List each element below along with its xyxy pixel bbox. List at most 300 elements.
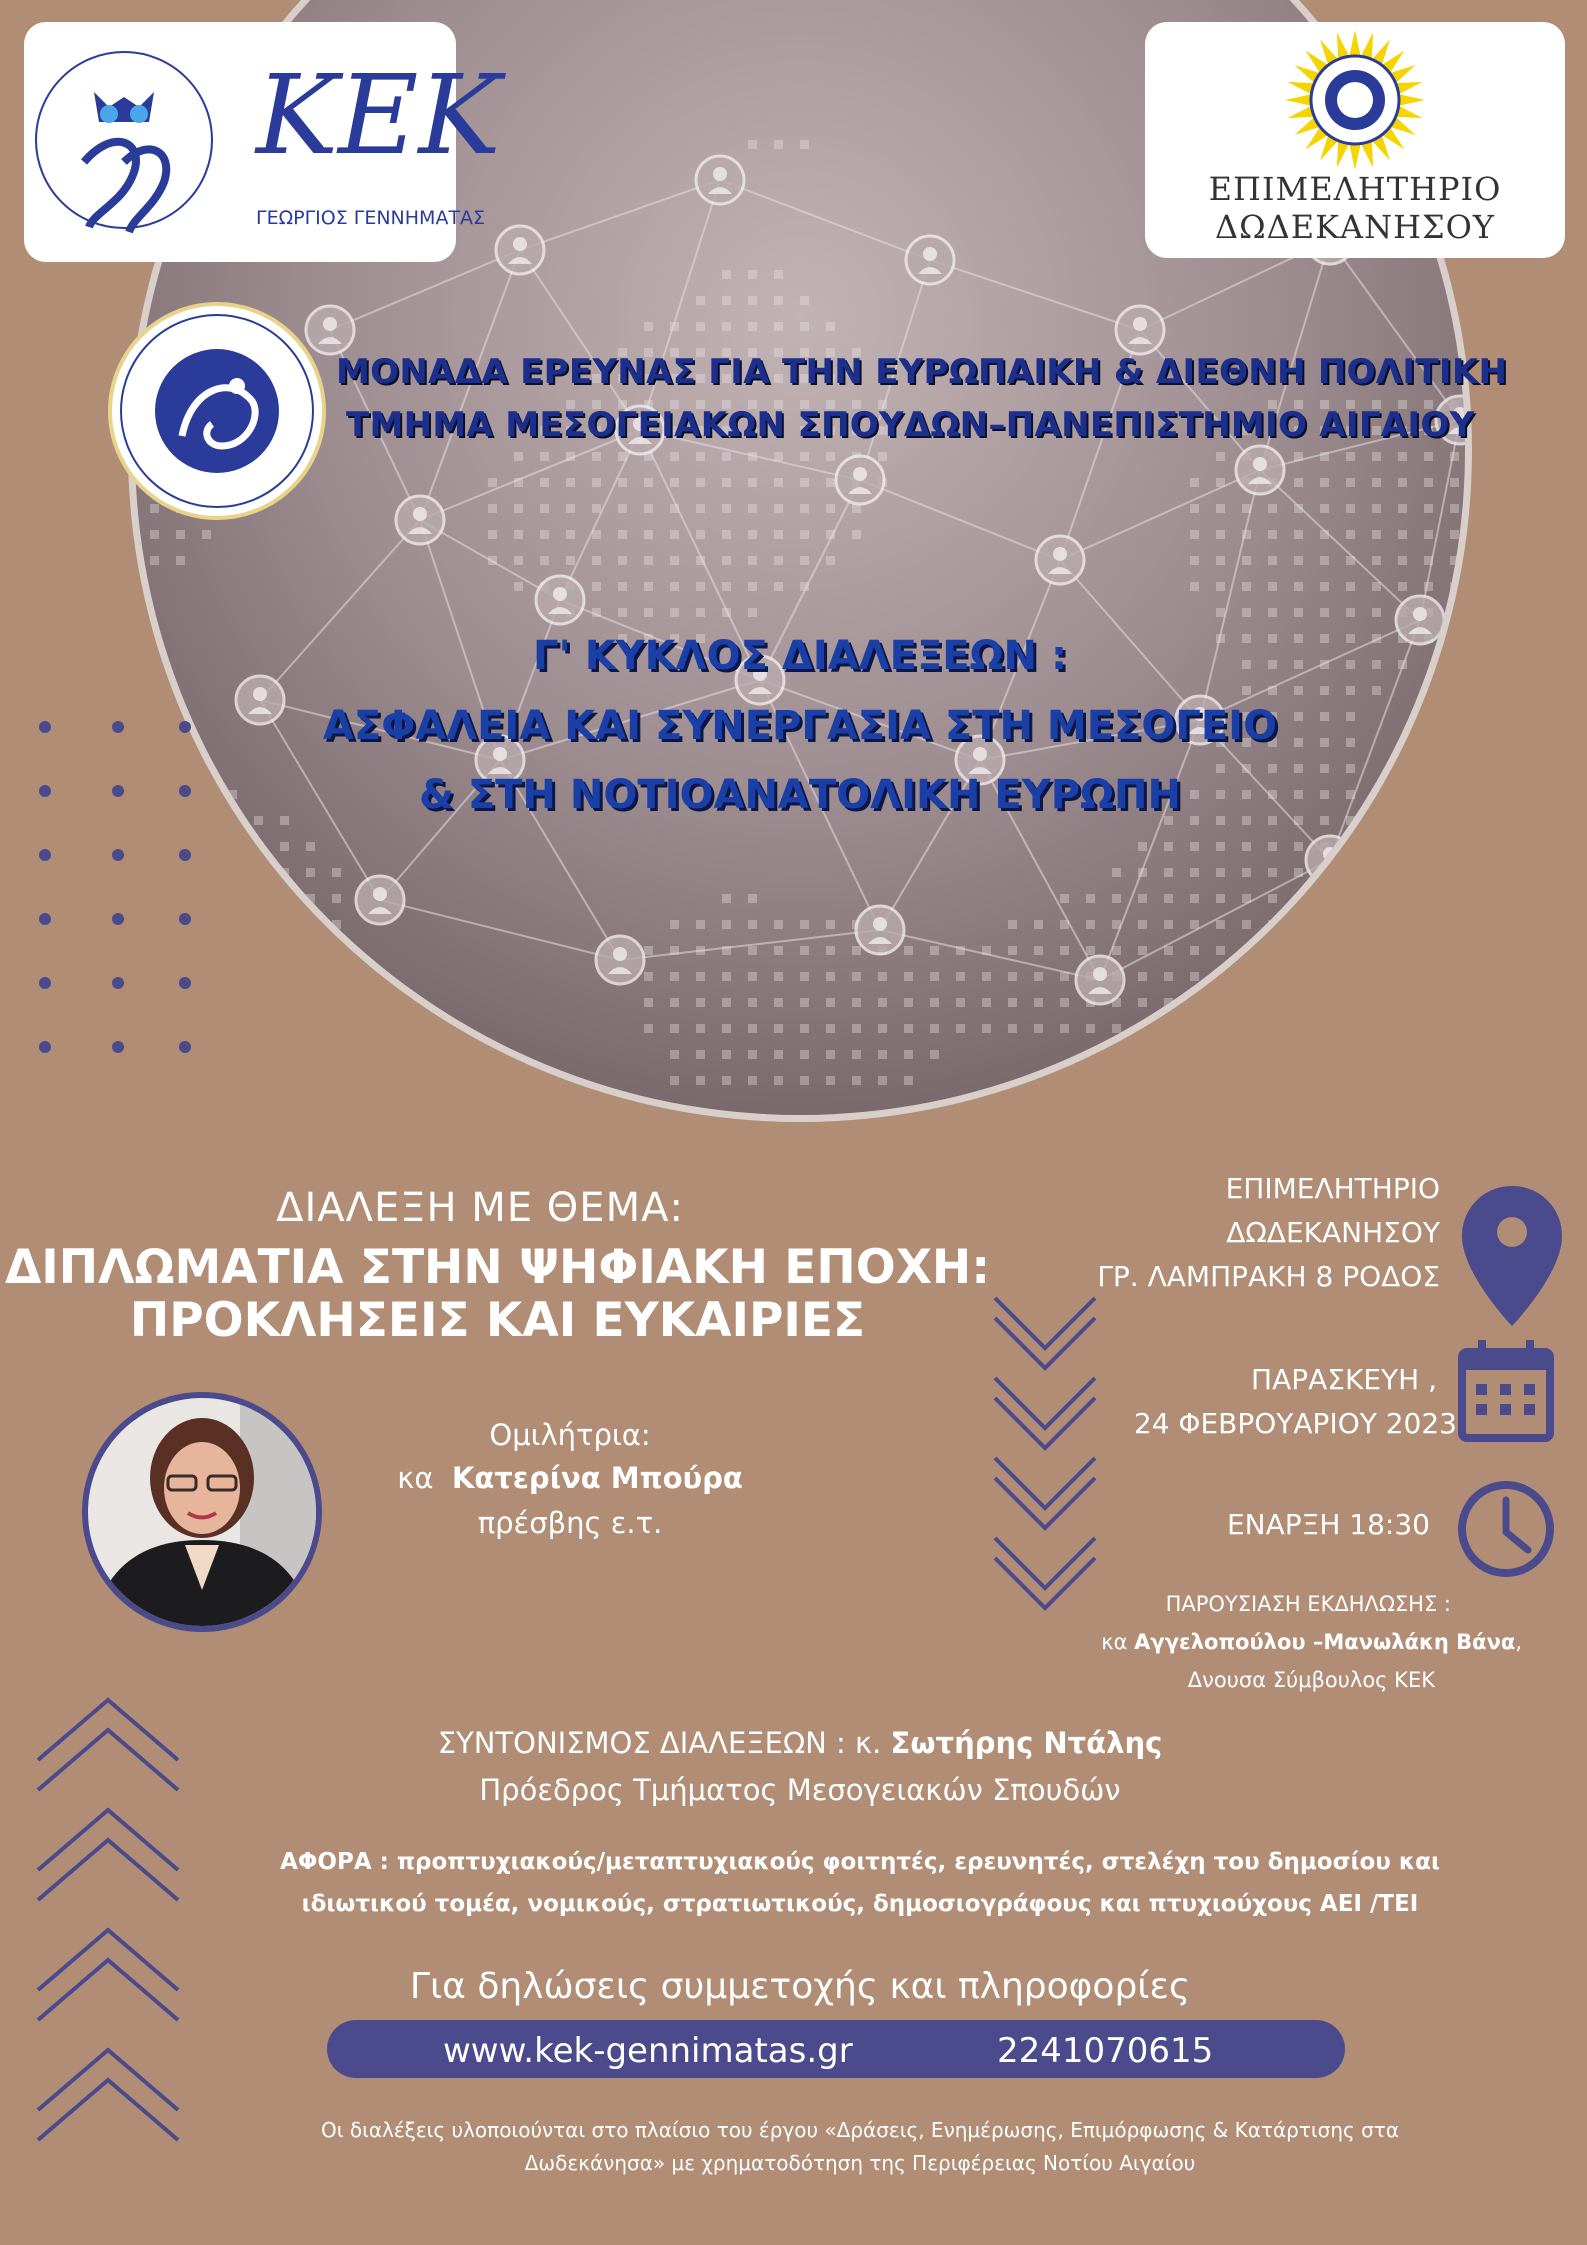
user-node-icon	[856, 906, 904, 954]
map-dot	[1008, 946, 1017, 955]
user-node-icon	[596, 936, 644, 984]
decorative-dot	[179, 913, 191, 925]
map-dot	[254, 1076, 263, 1085]
chamber-logo-line2: ΔΩΔΕΚΑΝΗΣΟΥ	[1214, 208, 1495, 246]
map-dot	[1190, 998, 1199, 1007]
map-dot	[592, 478, 601, 487]
map-dot	[722, 946, 731, 955]
map-dot	[1346, 1024, 1355, 1033]
map-dot	[202, 894, 211, 903]
decorative-dot	[179, 785, 191, 797]
map-dot	[774, 270, 783, 279]
map-dot	[150, 530, 159, 539]
map-dot	[1268, 556, 1277, 565]
map-dot	[150, 920, 159, 929]
map-dot	[696, 322, 705, 331]
map-dot	[670, 452, 679, 461]
sun-ray	[1349, 144, 1360, 170]
map-dot	[1060, 946, 1069, 955]
map-dot	[1320, 946, 1329, 955]
map-dot	[1372, 556, 1381, 565]
map-dot	[1138, 894, 1147, 903]
map-dot	[1320, 686, 1329, 695]
map-dot	[1346, 998, 1355, 1007]
map-dot	[1242, 504, 1251, 513]
map-dot	[1242, 686, 1251, 695]
map-dot	[670, 556, 679, 565]
decorative-dot	[179, 977, 191, 989]
map-dot	[696, 296, 705, 305]
map-dot	[748, 946, 757, 955]
map-dot	[1008, 1024, 1017, 1033]
unit-line-2: ΤΜΗΜΑ ΜΕΣΟΓΕΙΑΚΩΝ ΣΠΟΥΔΩΝ–ΠΑΝΕΠΙΣΤΗΜΙΟ ΑΙΓΑΙΟΥ	[346, 405, 1475, 445]
map-dot	[280, 894, 289, 903]
map-dot	[618, 452, 627, 461]
map-dot	[1190, 946, 1199, 955]
user-node-icon	[906, 236, 954, 284]
registration-heading: Για δηλώσεις συμμετοχής και πληροφορίες	[409, 1966, 1191, 2007]
map-dot	[670, 582, 679, 591]
map-dot	[150, 972, 159, 981]
map-dot	[228, 946, 237, 955]
map-dot	[202, 530, 211, 539]
map-dot	[228, 920, 237, 929]
map-dot	[514, 504, 523, 513]
map-dot	[150, 894, 159, 903]
map-dot	[1190, 842, 1199, 851]
coordination-line	[300, 1726, 1300, 1760]
map-dot	[826, 1024, 835, 1033]
map-dot	[800, 296, 809, 305]
map-dot	[878, 1024, 887, 1033]
user-node-icon	[696, 156, 744, 204]
map-dot	[722, 972, 731, 981]
map-dot	[852, 1050, 861, 1059]
map-dot	[332, 868, 341, 877]
map-dot	[1398, 478, 1407, 487]
map-dot	[592, 556, 601, 565]
map-dot	[150, 946, 159, 955]
map-dot	[982, 972, 991, 981]
coordination-role: Πρόεδρος Τμήματος Μεσογειακών Σπουδών	[479, 1773, 1121, 1807]
speaker-name: Κατερίνα Μπούρα	[451, 1461, 743, 1495]
map-dot	[618, 608, 627, 617]
map-dot	[488, 504, 497, 513]
map-dot	[514, 452, 523, 461]
map-dot	[1372, 478, 1381, 487]
map-dot	[1242, 894, 1251, 903]
map-dot	[722, 998, 731, 1007]
map-dot	[1112, 1050, 1121, 1059]
map-dot	[1294, 608, 1303, 617]
map-dot	[1190, 1024, 1199, 1033]
map-dot	[722, 322, 731, 331]
map-dot	[1398, 920, 1407, 929]
map-dot	[1190, 556, 1199, 565]
map-dot	[696, 504, 705, 513]
map-dot	[956, 972, 965, 981]
map-dot	[1346, 868, 1355, 877]
map-dot	[1424, 504, 1433, 513]
map-dot	[254, 868, 263, 877]
decorative-dot	[112, 785, 124, 797]
map-dot	[852, 530, 861, 539]
map-dot	[722, 1076, 731, 1085]
map-dot	[1216, 998, 1225, 1007]
map-dot	[826, 946, 835, 955]
map-dot	[1294, 504, 1303, 513]
map-dot	[1268, 530, 1277, 539]
presentation-name-line	[1101, 1630, 1522, 1654]
map-dot	[644, 608, 653, 617]
map-dot	[540, 504, 549, 513]
up-chevrons-decoration	[38, 1700, 178, 2140]
map-dot	[1086, 894, 1095, 903]
map-dot	[696, 998, 705, 1007]
map-dot	[722, 556, 731, 565]
map-dot	[150, 998, 159, 1007]
map-dot	[904, 1024, 913, 1033]
map-dot	[774, 530, 783, 539]
map-dot	[748, 608, 757, 617]
map-dot	[176, 946, 185, 955]
map-dot	[1294, 582, 1303, 591]
map-dot	[1320, 1024, 1329, 1033]
map-dot	[306, 868, 315, 877]
map-dot	[1268, 868, 1277, 877]
map-dot	[202, 998, 211, 1007]
map-dot	[1138, 972, 1147, 981]
venue-line-1: ΕΠΙΜΕΛΗΤΗΡΙΟ	[1225, 1172, 1440, 1205]
user-node-icon	[1076, 956, 1124, 1004]
map-dot	[1320, 504, 1329, 513]
map-dot	[878, 1076, 887, 1085]
map-dot	[1242, 608, 1251, 617]
map-dot	[1112, 1024, 1121, 1033]
map-dot	[280, 972, 289, 981]
map-dot	[1034, 1024, 1043, 1033]
map-dot	[644, 530, 653, 539]
start-time: ΕΝΑΡΞΗ 18:30	[1226, 1508, 1430, 1541]
map-dot	[696, 1024, 705, 1033]
map-dot	[930, 972, 939, 981]
map-dot	[1372, 686, 1381, 695]
unit-line-1: ΜΟΝΑΔΑ ΕΡΕΥΝΑΣ ΓΙΑ ΤΗΝ ΕΥΡΩΠΑΙΚΗ & ΔΙΕΘΝΗ ΠΟΛΙΤΙΚΗ	[336, 352, 1508, 392]
map-dot	[1138, 868, 1147, 877]
map-dot	[748, 582, 757, 591]
map-dot	[1372, 946, 1381, 955]
user-node-icon	[356, 876, 404, 924]
map-dot	[670, 946, 679, 955]
map-dot	[1242, 530, 1251, 539]
map-dot	[800, 972, 809, 981]
map-dot	[800, 1050, 809, 1059]
decorative-dot	[112, 977, 124, 989]
map-dot	[800, 998, 809, 1007]
map-dot	[878, 998, 887, 1007]
user-node-icon	[396, 496, 444, 544]
map-dot	[1372, 608, 1381, 617]
map-dot	[722, 478, 731, 487]
map-dot	[306, 946, 315, 955]
map-dot	[722, 530, 731, 539]
map-dot	[956, 1024, 965, 1033]
presentation-role: Δνουσα Σύμβουλος ΚΕΚ	[1187, 1668, 1435, 1692]
map-dot	[930, 1024, 939, 1033]
map-dot	[826, 530, 835, 539]
map-dot	[228, 1050, 237, 1059]
map-dot	[1398, 556, 1407, 565]
map-dot	[1398, 452, 1407, 461]
map-dot	[332, 972, 341, 981]
map-dot	[1294, 868, 1303, 877]
map-dot	[202, 1050, 211, 1059]
map-dot	[1294, 920, 1303, 929]
map-dot	[1320, 478, 1329, 487]
map-dot	[1190, 478, 1199, 487]
calendar-icon	[1462, 1340, 1550, 1438]
map-dot	[1398, 946, 1407, 955]
map-dot	[748, 1076, 757, 1085]
map-dot	[488, 478, 497, 487]
speaker-prefix: κα	[397, 1461, 434, 1495]
map-dot	[1216, 530, 1225, 539]
decorative-dot	[112, 913, 124, 925]
map-dot	[748, 1050, 757, 1059]
map-dot	[1372, 998, 1381, 1007]
map-dot	[1242, 868, 1251, 877]
map-dot	[1320, 920, 1329, 929]
map-dot	[566, 556, 575, 565]
map-dot	[748, 504, 757, 513]
map-dot	[1320, 894, 1329, 903]
map-dot	[826, 322, 835, 331]
map-dot	[1450, 452, 1459, 461]
map-dot	[1450, 478, 1459, 487]
map-dot	[176, 1024, 185, 1033]
map-dot	[1242, 998, 1251, 1007]
map-dot	[202, 1024, 211, 1033]
map-dot	[254, 1050, 263, 1059]
map-dot	[722, 608, 731, 617]
sun-ray	[1349, 30, 1360, 56]
map-dot	[800, 556, 809, 565]
map-dot	[1086, 1024, 1095, 1033]
map-dot	[1268, 582, 1277, 591]
map-dot	[150, 1024, 159, 1033]
map-dot	[670, 608, 679, 617]
map-dot	[956, 998, 965, 1007]
map-dot	[1216, 1050, 1225, 1059]
map-dot	[1242, 1050, 1251, 1059]
map-dot	[1216, 582, 1225, 591]
map-dot	[1372, 452, 1381, 461]
map-dot	[1034, 972, 1043, 981]
map-dot	[1164, 894, 1173, 903]
map-dot	[774, 1050, 783, 1059]
map-dot	[592, 608, 601, 617]
map-dot	[254, 894, 263, 903]
map-dot	[1164, 1024, 1173, 1033]
map-dot	[1216, 946, 1225, 955]
map-dot	[826, 920, 835, 929]
map-dot	[514, 478, 523, 487]
map-dot	[566, 530, 575, 539]
map-dot	[1320, 582, 1329, 591]
map-dot	[748, 998, 757, 1007]
university-seal	[108, 302, 326, 520]
map-dot	[748, 556, 757, 565]
map-dot	[228, 972, 237, 981]
map-dot	[1320, 530, 1329, 539]
map-dot	[1320, 452, 1329, 461]
map-dot	[1242, 582, 1251, 591]
map-dot	[1242, 972, 1251, 981]
map-dot	[644, 556, 653, 565]
map-dot	[1320, 1050, 1329, 1059]
user-node-icon	[1036, 536, 1084, 584]
lecture-title-line-2: ΠΡΟΚΛΗΣΕΙΣ ΚΑΙ ΕΥΚΑΙΡΙΕΣ	[129, 1293, 866, 1348]
date-full: 24 ΦΕΒΡΟΥΑΡΙΟΥ 2023	[1133, 1407, 1457, 1440]
location-pin-icon	[1462, 1186, 1562, 1326]
map-dot	[696, 478, 705, 487]
map-dot	[1216, 478, 1225, 487]
map-dot	[1138, 842, 1147, 851]
map-dot	[254, 1024, 263, 1033]
map-dot	[540, 556, 549, 565]
map-dot	[306, 842, 315, 851]
map-dot	[1060, 1024, 1069, 1033]
map-dot	[1372, 868, 1381, 877]
map-dot	[878, 972, 887, 981]
map-dot	[696, 920, 705, 929]
map-dot	[670, 504, 679, 513]
map-dot	[774, 556, 783, 565]
lecture-label: ΔΙΑΛΕΞΗ ΜΕ ΘΕΜΑ:	[276, 1185, 684, 1231]
decorative-dot	[179, 721, 191, 733]
map-dot	[1060, 894, 1069, 903]
down-chevrons-decoration	[995, 1298, 1095, 1608]
kek-logo-box	[24, 22, 501, 262]
map-dot	[1216, 556, 1225, 565]
map-dot	[956, 946, 965, 955]
map-dot	[774, 582, 783, 591]
map-dot	[280, 946, 289, 955]
map-dot	[1372, 634, 1381, 643]
map-dot	[748, 140, 757, 149]
map-dot	[774, 998, 783, 1007]
venue-line-2: ΔΩΔΕΚΑΝΗΣΟΥ	[1226, 1216, 1440, 1249]
map-dot	[774, 478, 783, 487]
map-dot	[1346, 686, 1355, 695]
map-dot	[254, 946, 263, 955]
map-dot	[1242, 842, 1251, 851]
map-dot	[176, 1076, 185, 1085]
map-dot	[566, 478, 575, 487]
map-dot	[1138, 998, 1147, 1007]
map-dot	[826, 972, 835, 981]
registration-phone[interactable]: 2241070615	[997, 2031, 1214, 2071]
map-dot	[1060, 920, 1069, 929]
map-dot	[644, 972, 653, 981]
map-dot	[176, 530, 185, 539]
speaker-role: Ομιλήτρια:	[489, 1418, 651, 1452]
map-dot	[800, 478, 809, 487]
map-dot	[1268, 1024, 1277, 1033]
registration-website[interactable]: www.kek-gennimatas.gr	[443, 2031, 853, 2071]
map-dot	[1268, 608, 1277, 617]
map-dot	[800, 530, 809, 539]
map-dot	[852, 1024, 861, 1033]
map-dot	[982, 998, 991, 1007]
map-dot	[1320, 660, 1329, 669]
map-dot	[878, 1050, 887, 1059]
map-dot	[696, 1050, 705, 1059]
map-dot	[1346, 660, 1355, 669]
map-dot	[774, 946, 783, 955]
map-dot	[1320, 556, 1329, 565]
map-dot	[670, 998, 679, 1007]
map-dot	[1086, 946, 1095, 955]
map-dot	[228, 998, 237, 1007]
map-dot	[800, 140, 809, 149]
map-dot	[1398, 504, 1407, 513]
map-dot	[1008, 998, 1017, 1007]
map-dot	[1138, 920, 1147, 929]
map-dot	[722, 452, 731, 461]
map-dot	[150, 842, 159, 851]
map-dot	[644, 322, 653, 331]
map-dot	[1190, 582, 1199, 591]
map-dot	[930, 998, 939, 1007]
map-dot	[306, 1024, 315, 1033]
map-dot	[618, 556, 627, 565]
kek-logo-text: ΚΕΚ	[256, 51, 501, 179]
map-dot	[722, 582, 731, 591]
map-dot	[904, 1050, 913, 1059]
map-dot	[1190, 868, 1199, 877]
user-node-icon	[836, 456, 884, 504]
map-dot	[1320, 634, 1329, 643]
kek-logo-subtitle: ΓΕΩΡΓΙΟΣ ΓΕΝΝΗΜΑΤΑΣ	[256, 207, 486, 229]
decorative-dot	[112, 1041, 124, 1053]
map-dot	[826, 452, 835, 461]
map-dot	[280, 842, 289, 851]
decorative-dot	[39, 785, 51, 797]
map-dot	[904, 1076, 913, 1085]
map-dot	[826, 998, 835, 1007]
map-dot	[800, 452, 809, 461]
map-dot	[852, 972, 861, 981]
map-dot	[800, 920, 809, 929]
map-dot	[592, 530, 601, 539]
map-dot	[1346, 946, 1355, 955]
map-dot	[150, 556, 159, 565]
map-dot	[670, 920, 679, 929]
map-dot	[1424, 530, 1433, 539]
map-dot	[748, 972, 757, 981]
map-dot	[696, 1076, 705, 1085]
map-dot	[1216, 920, 1225, 929]
map-dot	[1346, 842, 1355, 851]
map-dot	[1242, 1024, 1251, 1033]
map-dot	[306, 972, 315, 981]
map-dot	[1216, 452, 1225, 461]
map-dot	[618, 478, 627, 487]
map-dot	[1424, 478, 1433, 487]
map-dot	[722, 296, 731, 305]
map-dot	[644, 946, 653, 955]
